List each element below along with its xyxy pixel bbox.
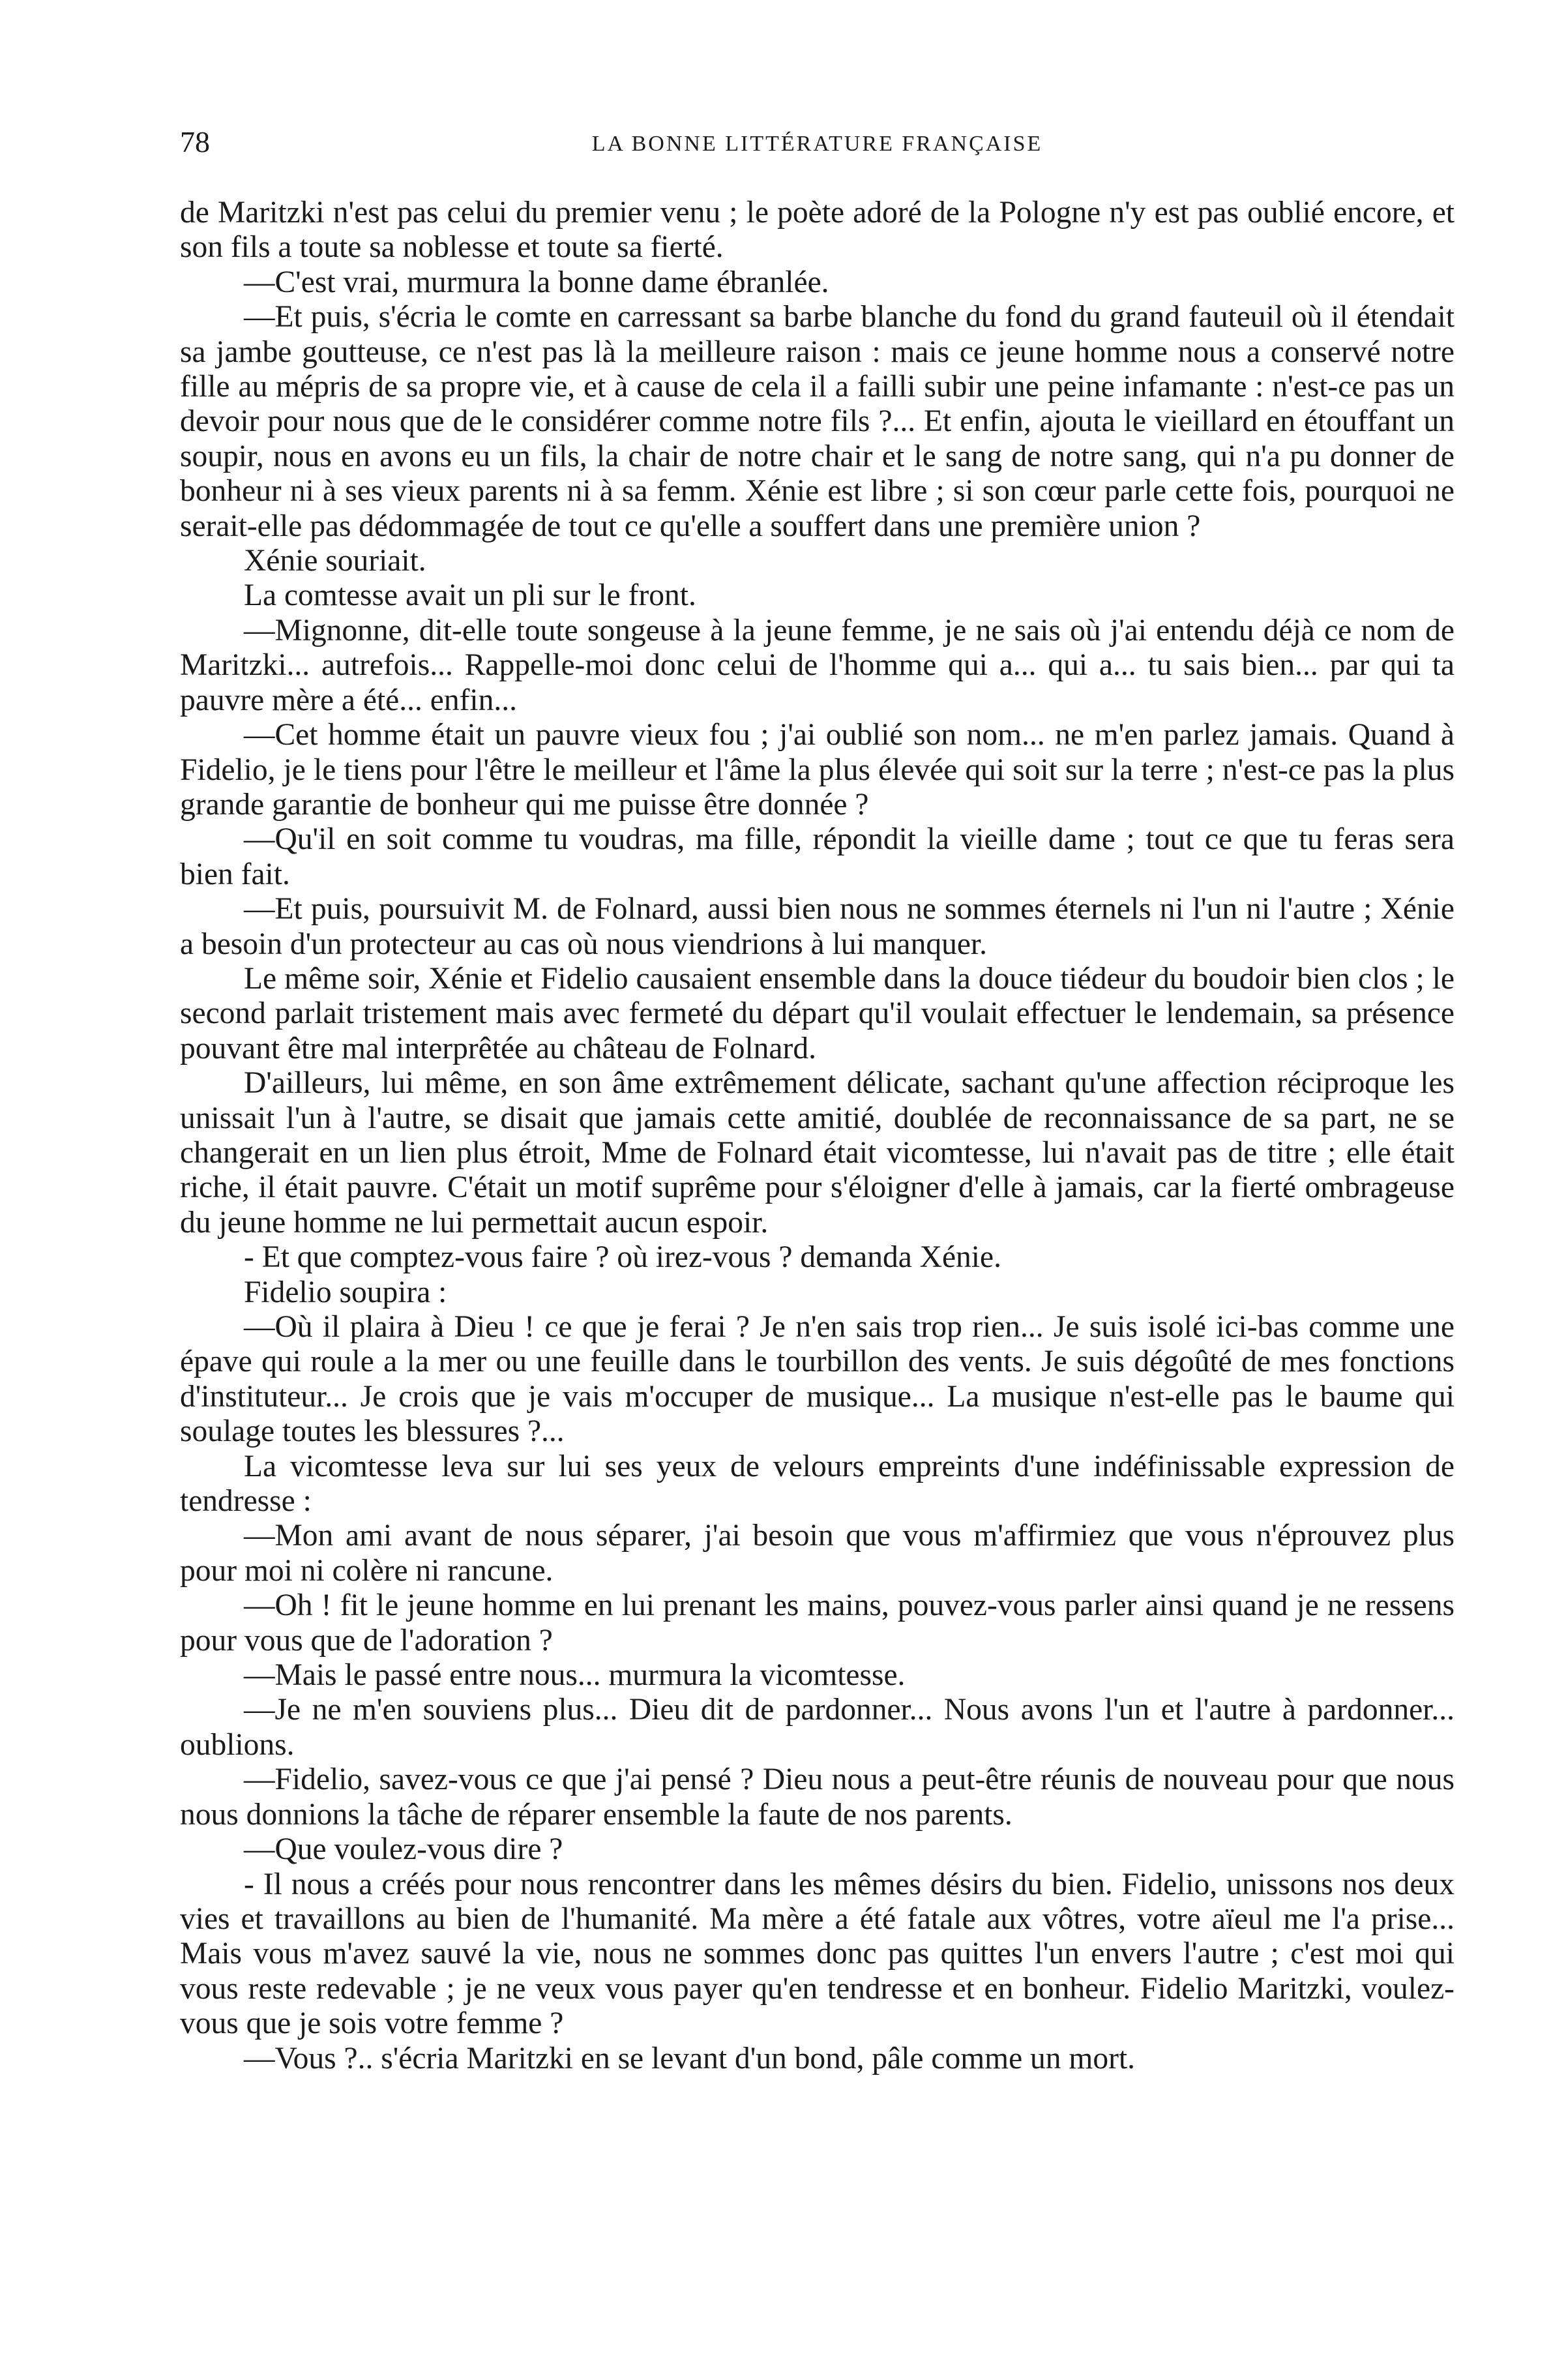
paragraph: La comtesse avait un pli sur le front. bbox=[244, 578, 696, 613]
paragraph: —Oh ! fit le jeune homme en lui prenant les mains, pouvez-vous parler ainsi quand je ne ressens pour vous que de l'adoration ? bbox=[180, 1588, 1455, 1658]
paragraph: —Mignonne, dit-elle toute songeuse à la jeune femme, je ne sais où j'ai entendu déjà ce nom de Maritzki... autrefois... Rappelle-moi donc celui de l'homme qui a... qui a... tu sais bien... par qui ta pauvre mère a été... enfin... bbox=[180, 613, 1455, 717]
paragraph: —Cet homme était un pauvre vieux fou ; j'ai oublié son nom... ne m'en parlez jamais. Quand à Fidelio, je le tiens pour l'être le meilleur et l'âme la plus élevée qui soit sur la terre ; n'est-ce pas la plus grande garantie de bonheur qui me puisse être donnée ? bbox=[180, 718, 1455, 822]
paragraph: —Fidelio, savez-vous ce que j'ai pensé ? Dieu nous a peut-être réunis de nouveau pour que nous nous donnions la tâche de réparer ensemble la faute de nos parents. bbox=[180, 1763, 1455, 1832]
paragraph: D'ailleurs, lui même, en son âme extrêmement délicate, sachant qu'une affection réciproque les unissait l'un à l'autre, se disait que jamais cette amitié, doublée de reconnaissance de sa part, ne se changerait en un lien plus étroit, Mme de Folnard était vicomtesse, lui n'avait pas de titre ; elle était riche, il était pauvre. C'était un motif suprême pour s'éloigner d'elle à jamais, car la fierté ombrageuse du jeune homme ne lui permettait aucun espoir. bbox=[180, 1066, 1455, 1240]
paragraph: La vicomtesse leva sur lui ses yeux de velours empreints d'une indéfinissable expression de tendresse : bbox=[180, 1449, 1455, 1519]
paragraph: Fidelio soupira : bbox=[244, 1275, 447, 1309]
paragraph: —Mais le passé entre nous... murmura la vicomtesse. bbox=[244, 1658, 906, 1693]
body-text bbox=[180, 196, 1455, 2076]
paragraph: —Que voulez-vous dire ? bbox=[244, 1832, 563, 1867]
paragraph: —Où il plaira à Dieu ! ce que je ferai ? Je n'en sais trop rien... Je suis isolé ici-bas comme une épave qui roule a la mer ou une feuille dans le tourbillon des vents. Je suis dégoûté de mes fonctions d'instituteur... Je crois que je vais m'occuper de musique... La musique n'est-elle pas le baume qui soulage toutes les blessures ?... bbox=[180, 1310, 1455, 1449]
running-head bbox=[180, 124, 1455, 171]
paragraph: —C'est vrai, murmura la bonne dame ébranlée. bbox=[244, 265, 829, 299]
paragraph: de Maritzki n'est pas celui du premier venu ; le poète adoré de la Pologne n'y est pas oublié encore, et son fils a toute sa noblesse et toute sa fierté. bbox=[180, 196, 1455, 265]
paragraph: - Il nous a créés pour nous rencontrer dans les mêmes désirs du bien. Fidelio, unissons nos deux vies et travaillons au bien de l'humanité. Ma mère a été fatale aux vôtres, votre aïeul me l'a prise... Mais vous m'avez sauvé la vie, nous ne sommes donc pas quittes l'un envers l'autre ; c'est moi qui vous reste redevable ; je ne veux vous payer qu'en tendresse et en bonheur. Fidelio Maritzki, voulez-vous que je sois votre femme ? bbox=[180, 1867, 1455, 2041]
paragraph: Xénie souriait. bbox=[244, 544, 426, 578]
book-page bbox=[180, 124, 1455, 2076]
paragraph: —Vous ?.. s'écria Maritzki en se levant d'un bond, pâle comme un mort. bbox=[244, 2041, 1136, 2075]
page-number: 78 bbox=[180, 125, 210, 158]
paragraph: —Qu'il en soit comme tu voudras, ma fille, répondit la vieille dame ; tout ce que tu feras sera bien fait. bbox=[180, 822, 1455, 891]
paragraph: - Et que comptez-vous faire ? où irez-vous ? demanda Xénie. bbox=[244, 1240, 1001, 1275]
paragraph: —Mon ami avant de nous séparer, j'ai besoin que vous m'affirmiez que vous n'éprouvez plus pour moi ni colère ni rancune. bbox=[180, 1519, 1455, 1588]
paragraph: Le même soir, Xénie et Fidelio causaient ensemble dans la douce tiédeur du boudoir bien clos ; le second parlait tristement mais avec fermeté du départ qu'il voulait effectuer le lendemain, sa présence pouvant être mal interprêtée au château de Folnard. bbox=[180, 961, 1455, 1065]
paragraph: —Et puis, s'écria le comte en carressant sa barbe blanche du fond du grand fauteuil où il étendait sa jambe goutteuse, ce n'est pas là la meilleure raison : mais ce jeune homme nous a conservé notre fille au mépris de sa propre vie, et à cause de cela il a failli subir une peine infamante : n'est-ce pas un devoir pour nous que de le considérer comme notre fils ?... Et enfin, ajouta le vieillard en étouffant un soupir, nous en avons eu un fils, la chair de notre chair et le sang de notre sang, qui n'a pu donner de bonheur ni à ses vieux parents ni à sa femm. Xénie est libre ; si son cœur parle cette fois, pourquoi ne serait-elle pas dédommagée de tout ce qu'elle a souffert dans une première union ? bbox=[180, 300, 1455, 543]
paragraph: —Et puis, poursuivit M. de Folnard, aussi bien nous ne sommes éternels ni l'un ni l'autre ; Xénie a besoin d'un protecteur au cas où nous viendrions à lui manquer. bbox=[180, 892, 1455, 961]
running-title: LA BONNE LITTÉRATURE FRANÇAISE bbox=[591, 132, 1043, 156]
paragraph: —Je ne m'en souviens plus... Dieu dit de pardonner... Nous avons l'un et l'autre à pardonner... oublions. bbox=[180, 1693, 1455, 1762]
